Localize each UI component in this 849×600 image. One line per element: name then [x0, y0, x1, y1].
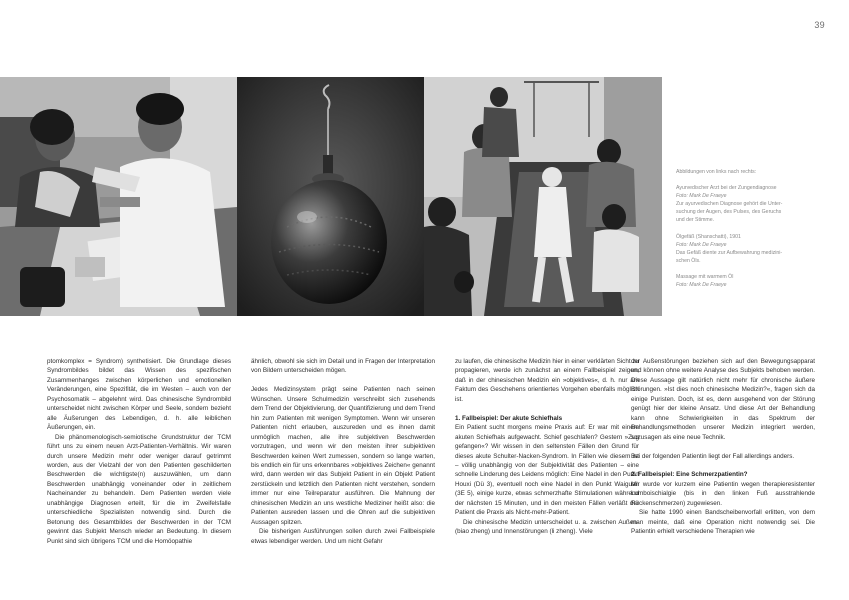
paragraph: Mir wurde vor kurzem eine Patientin wegen therapieresistenter Lumboischialgie (bis in den linken Fuß ausstrahlende Rückenschmerzen) zugewiesen. — [631, 480, 815, 507]
paragraph: Ein Patient sucht morgens meine Praxis auf: Er war mit einem akuten Schiefhals aufgewacht. Schief geschlafen? Gestern »Zug gefangen«? Wir wissen in den seltensten Fällen den Grund für dieses akute Schulter-Nacken-Syndrom. In Fällen wie diesem ist – völlig unabhängig von der Subjektivität des Patienten – eine schnelle Linderung des Leidens möglich: Eine Nadel in den Punkt Houxi (Dü 3), eventuell noch eine Nadel in den Punkt Waiguan (3E 5), einige kurze, etwas schmerzhafte Stimulationen während der nächsten 15 Minuten, und in den meisten Fällen verläßt der Patient die Praxis als Nicht-mehr-Patient. — [455, 424, 639, 517]
paragraph: Jedes Medizinsystem prägt seine Patienten nach seinen Wünschen. Unsere Schulmedizin verschreibt sich zusehends dem Trend der Objektivierung, der Quantifizierung und dem Trend hin zum Patienten mit wenigen Symptomen. Wenn wir unseren Patienten nicht erlauben, auszureden und es ihnen damit unmöglich machen, alle ihre subjektiven Beschwerden vorzutragen, und wenn wir den meisten ihrer subjektiven Beschwerden keinen Wert zumessen, sondern so lange warten, bis endlich ein für uns erkennbares »objektives Zeichen« genannt wird, dann werden wir das Subjekt Patient in ein Objekt Patient zerstückeln und letztlich den Patienten nicht verstehen, sondern immer nur eine Teilreparatur ausführen. Die Mahnung der chinesischen Medizin an uns westliche Mediziner heißt also: die Patienten ausreden lassen und die Ohren auf die subjektiven Aussagen spitzen. — [251, 386, 435, 526]
caption-desc-line: und der Stimme. — [676, 217, 715, 224]
paragraph: Bei der folgenden Patientin liegt der Fall allerdings anders. — [631, 452, 795, 460]
caption-title: Ölgefäß (Shanschatti), 1901 — [676, 233, 741, 240]
paragraph: ptomkomplex = Syndrom) synthetisiert. Die Grundlage dieses Syndrombildes bildet das Wissen des spezifischen Zusammenhanges zwischen körperlichen und emotionellen Veränderungen, eine Spezifität, die im Westen – auch von der Psychosomatik – abgelehnt wird. Das chinesische Syndrombild unterscheidet nicht zwischen Körper und Seele, sondern bezieht alle Äußerungen des Lebendigen, d. h. alle leiblichen Äußerungen, ein. — [47, 358, 231, 432]
caption-desc-line: suchung der Augen, des Pulses, des Geruchs — [676, 209, 782, 216]
paragraph: ähnlich, obwohl sie sich im Detail und in Fragen der Interpretation von Bildern unterscheiden mögen. — [251, 358, 435, 375]
text-column-4 — [631, 357, 815, 537]
caption-heading: Abbildungen von links nach rechts: — [676, 169, 757, 175]
text-column-2 — [251, 357, 435, 546]
paragraph: zu laufen, die chinesische Medizin hier in einer verklärten Sicht zu propagieren, werde ich zunächst an einem Fallbeispiel zeigen, daß in der chinesischen Medizin ein »objektives«, d. h. nur am Faktum des Geschehens orientiertes Vorgehen ebenfalls möglich ist. — [455, 358, 639, 403]
caption-title: Ayurvedischer Arzt bei der Zungendiagnose — [676, 185, 777, 192]
section-heading: 2. Fallbeispiel: Eine Schmerzpatientin? — [631, 471, 748, 479]
caption-credit: Foto: Mark De Fraeye — [676, 282, 727, 289]
text-column-3 — [455, 357, 639, 537]
caption-title: Massage mit warmem Öl — [676, 273, 734, 280]
caption-desc-line: Zur ayurvedischen Diagnose gehört die Unter- — [676, 201, 783, 208]
paragraph: der Außenstörungen beziehen sich auf den Bewegungsapparat und können ohne weitere Analyse des Subjekts behoben werden. Diese Aussage gilt natürlich nicht mehr für chronische äußere Störungen. »Ist dies noch chinesische Medizin?«, fragen sich da einige Puristen. Doch, ist es, denn ausgehend von der Störung genügt hier der kleine Ansatz. Und diese Art der Behandlung kann ohne Schwierigkeiten in das Spektrum der Behandlungsmethoden unserer Medizin integriert werden, sozusagen als eine neue Technik. — [631, 358, 815, 441]
page-number: 39 — [814, 20, 825, 30]
paragraph: Die phänomenologisch-semiotische Grundstruktur der TCM führt uns zu einem neuen Arzt-Patienten-Verhältnis. Wir waren durch unsere Medizin mehr oder weniger darauf getrimmt worden, aus der Vielzahl der von den Patienten geschilderten Beschwerden die wichtigste(n) auszuwählen, um dann Beschwerden unabhängig voneinander oder in zeitlichem Nacheinander zu behandeln. Dem Patienten werden viele unabhängige Diagnosen erteilt, für die im Zweifelsfalle unterschiedliche Spezialisten notwendig sind. Durch die Betonung des Gesamtbildes der Beschwerden in der TCM gewinnt das Subjekt Mensch wieder an Bedeutung. In diesem Punkt sind sich übrigens TCM und die Homöopathie — [47, 433, 231, 545]
paragraph: Sie hatte 1990 einen Bandscheibenvorfall erlitten, von dem man meinte, daß eine Operation nicht notwendig sei. Die Patientin erhielt verschiedene Therapien wie — [631, 509, 815, 536]
paragraph: Die chinesische Medizin unterscheidet u. a. zwischen Außen- (biao zheng) und Innenstörungen (li zheng). Viele — [455, 518, 639, 536]
photo-oil-vessel — [237, 77, 424, 316]
text-column-1 — [47, 357, 231, 546]
caption-credit: Foto: Mark De Fraeye — [676, 193, 727, 200]
photo-oil-massage — [424, 77, 662, 316]
section-heading: 1. Fallbeispiel: Der akute Schiefhals — [455, 414, 563, 422]
photo-tongue-diagnosis — [0, 77, 237, 316]
caption-credit: Foto: Mark De Fraeye — [676, 241, 727, 248]
photo-captions — [676, 168, 832, 289]
caption-desc-line: schen Öls. — [676, 257, 701, 264]
caption-desc-line: Das Gefäß diente zur Aufbewahrung medizini- — [676, 249, 783, 256]
paragraph: Die bisherigen Ausführungen sollen durch zwei Fallbeispiele etwas lebendiger werden. Und um nicht Gefahr — [251, 528, 435, 545]
